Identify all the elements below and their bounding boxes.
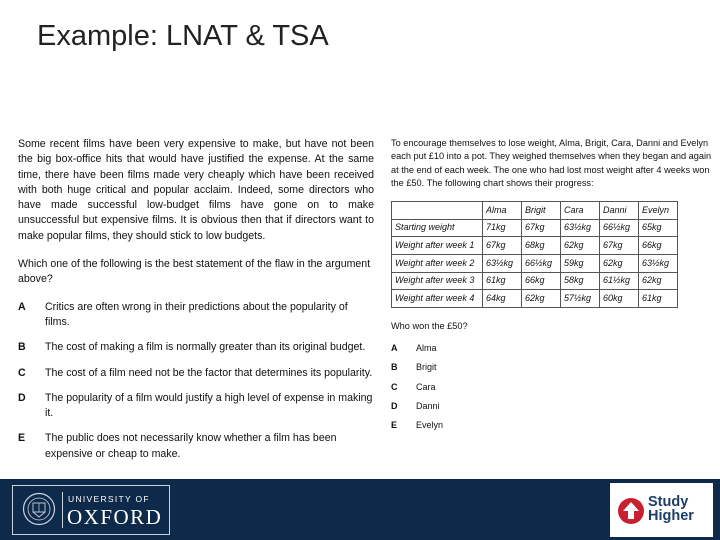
option-text: The popularity of a film would justify a high level of expense in making it. (45, 391, 373, 420)
option-letter: E (391, 420, 398, 431)
table-cell: 63½kg (483, 254, 522, 272)
table-header-cell: Alma (483, 202, 522, 220)
oxford-line-1: UNIVERSITY OF (68, 494, 150, 504)
table-row (392, 219, 678, 237)
lnat-question-stem: Which one of the following is the best statement of the flaw in the argument above? (18, 258, 371, 286)
table-cell: 71kg (483, 219, 522, 237)
tsa-options (391, 342, 715, 432)
study-higher-line-1: Study (648, 494, 689, 510)
option-text: Brigit (416, 362, 437, 373)
table-cell: Weight after week 3 (392, 272, 483, 290)
oxford-logo (12, 485, 170, 535)
option-text: The public does not necessarily know whether a film has been expensive or cheap to make. (45, 432, 337, 460)
table-header-cell: Brigit (522, 202, 561, 220)
table-cell: 66kg (639, 237, 678, 255)
lnat-option-e (18, 431, 374, 462)
option-text: Evelyn (416, 420, 444, 431)
slide-title: Example: LNAT & TSA (37, 20, 329, 52)
lnat-option-b (18, 340, 374, 355)
table-row (392, 254, 678, 272)
table-cell: 66kg (522, 272, 561, 290)
table-row (392, 290, 678, 308)
option-letter: D (391, 400, 398, 411)
table-cell: 66½kg (522, 254, 561, 272)
table-cell: Starting weight (392, 219, 483, 237)
option-letter: B (18, 341, 26, 354)
tsa-option-e (391, 419, 715, 432)
lnat-options (18, 300, 374, 462)
oxford-divider (62, 492, 63, 528)
option-letter: C (18, 366, 26, 379)
table-cell: 66½kg (600, 219, 639, 237)
oxford-crest-icon (22, 492, 56, 526)
table-header-cell: Cara (561, 202, 600, 220)
tsa-question (391, 137, 715, 439)
tsa-intro: To encourage themselves to lose weight, Alma, Brigit, Cara, Danni and Evelyn each put £10 into a pot. They weighed themselves when they began and again at the end of each week. The one who had lost most weight after 4 weeks won the £50. The following chart shows their progress: (391, 138, 712, 188)
table-cell: 60kg (600, 290, 639, 308)
table-cell: 61kg (483, 272, 522, 290)
lnat-question (18, 137, 374, 472)
table-cell: 58kg (561, 272, 600, 290)
option-text: The cost of making a film is normally greater than its original budget. (45, 341, 366, 354)
table-cell: 67kg (522, 219, 561, 237)
table-cell: Weight after week 2 (392, 254, 483, 272)
study-higher-logo (610, 483, 713, 537)
table-cell: 64kg (483, 290, 522, 308)
option-text: Danni (416, 400, 440, 411)
table-cell: 62kg (600, 254, 639, 272)
option-text: Critics are often wrong in their predictions about the popularity of films. (45, 300, 348, 328)
table-cell: 61kg (639, 290, 678, 308)
option-letter: B (391, 362, 398, 373)
table-cell: 65kg (639, 219, 678, 237)
table-cell: Weight after week 1 (392, 237, 483, 255)
tsa-option-a (391, 342, 715, 355)
tsa-option-d (391, 400, 715, 413)
table-cell: 59kg (561, 254, 600, 272)
option-letter: E (18, 432, 26, 445)
table-header-cell (392, 202, 483, 220)
table-header-row (392, 202, 678, 220)
lnat-passage: Some recent films have been very expensive to make, but have not been the big box-office hits that would have justified the expense. At the same time, there have been films made very cheaply which have been received with both huge critical and popular acclaim. Indeed, some directors who have made successful low-budget films have gone on to make unsuccessful but expensive films. It is obvious then that if directors want to make popular films, they should stick to low budgets. (18, 138, 374, 242)
table-cell: 63½kg (561, 219, 600, 237)
table-cell: 62kg (561, 237, 600, 255)
option-text: The cost of a film need not be the factor that determines its popularity. (45, 366, 373, 379)
table-cell: 63½kg (639, 254, 678, 272)
table-header-cell: Evelyn (639, 202, 678, 220)
lnat-option-d (18, 391, 374, 422)
lnat-option-a (18, 300, 374, 331)
table-row (392, 272, 678, 290)
option-letter: A (18, 300, 26, 313)
tsa-option-b (391, 361, 715, 374)
table-row (392, 237, 678, 255)
option-letter: C (391, 381, 398, 392)
tsa-option-c (391, 381, 715, 394)
option-text: Alma (416, 343, 437, 354)
option-text: Cara (416, 381, 436, 392)
option-letter: D (18, 391, 26, 404)
table-cell: 62kg (639, 272, 678, 290)
lnat-option-c (18, 366, 374, 381)
table-cell: 62kg (522, 290, 561, 308)
table-cell: 57½kg (561, 290, 600, 308)
study-higher-wordmark (648, 495, 694, 523)
table-cell: 68kg (522, 237, 561, 255)
study-higher-line-2: Higher (648, 508, 694, 524)
table-cell: 67kg (483, 237, 522, 255)
table-cell: 61½kg (600, 272, 639, 290)
study-higher-arrow-icon (618, 498, 644, 524)
table-cell: Weight after week 4 (392, 290, 483, 308)
oxford-line-2: OXFORD (67, 505, 163, 529)
tsa-question-stem: Who won the £50? (391, 320, 468, 331)
weights-table (391, 201, 678, 308)
table-header-cell: Danni (600, 202, 639, 220)
option-letter: A (391, 343, 398, 354)
table-cell: 67kg (600, 237, 639, 255)
